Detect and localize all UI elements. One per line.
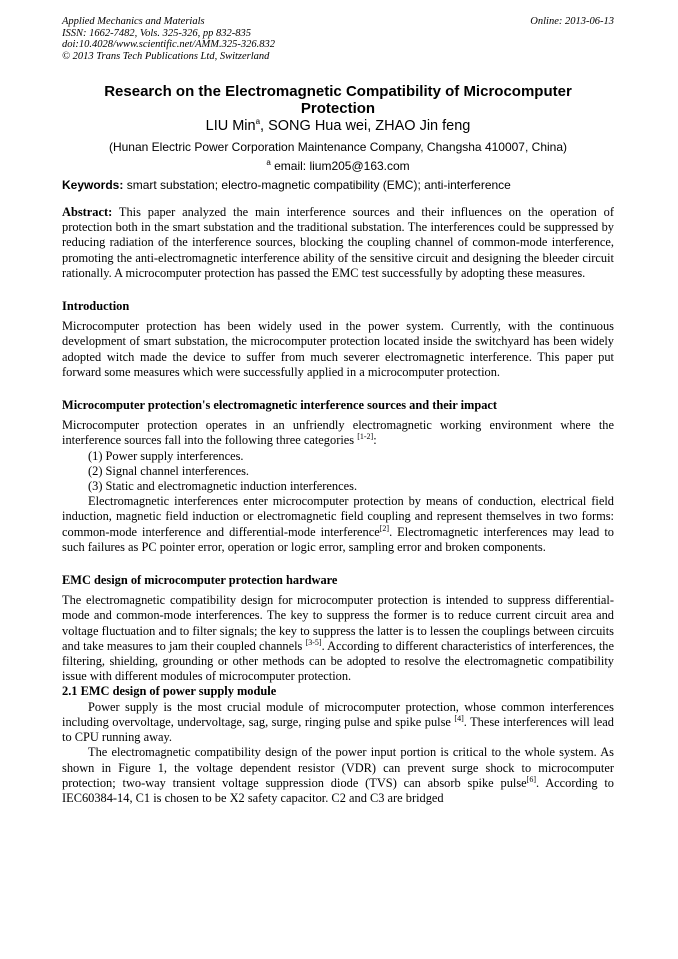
- sources-p2-end: . Electromagnetic interferences may lead to such failures as PC pointer error, operation or logic error, sampling error and broken components.: [62, 524, 614, 554]
- email-mark: a: [266, 158, 271, 167]
- emc-p1-end: . According to different characteristics of interferences, the filtering, shielding, grounding or other methods can be adopted to resolve the electromagnetic compatibility issue with different modules of microcomputer protection.: [62, 638, 615, 684]
- doi-line: doi:10.4028/www.scientific.net/AMM.325-326.832: [62, 39, 275, 50]
- journal-name: Applied Mechanics and Materials: [62, 16, 205, 27]
- emc-paragraph-3: [62, 745, 614, 806]
- author-1-mark: a: [255, 117, 261, 127]
- sources-p1-end: :: [373, 433, 377, 448]
- citation: [6]: [526, 774, 536, 784]
- list-item: (1) Power supply interferences.: [88, 448, 244, 463]
- emc-p2-end: . These interferences will lead to CPU running away.: [62, 714, 614, 745]
- list-item: (3) Static and electromagnetic induction interferences.: [88, 479, 358, 494]
- paper-title: [62, 83, 614, 117]
- emc-p1-text: The electromagnetic compatibility design for microcomputer protection is intended to suppress differential-mode and common-mode interferences. The key to suppress the former is to reduce current circuit area and voltage fluctuation and to filter signals; the key to suppress the latter is to lessen the couplings between circuits and take measures to jam their coupled channels: [62, 593, 614, 653]
- emc-paragraph-2: [62, 700, 614, 746]
- sources-p1-text: Microcomputer protection operates in an unfriendly electromagnetic working environment where the interference sources fall into the following three categories: [62, 418, 614, 448]
- subsection-heading: 2.1 EMC design of power supply module: [62, 684, 277, 699]
- sources-heading: Microcomputer protection's electromagnetic interference sources and their impact: [62, 398, 498, 413]
- affiliation: (Hunan Electric Power Corporation Maintenance Company, Changsha 410007, China): [108, 140, 568, 154]
- abstract-label: Abstract:: [62, 205, 113, 219]
- author-list: [62, 118, 614, 135]
- emc-p2-text: Power supply is the most crucial module of microcomputer protection, whose common interferences including overvoltage, undervoltage, sag, surge, ringing pulse and spike pulse: [62, 699, 614, 729]
- emc-paragraph-1: [62, 593, 614, 684]
- other-authors: , SONG Hua wei, ZHAO Jin feng: [260, 118, 471, 134]
- sources-paragraph-1: [62, 418, 614, 448]
- emc-p3-text: The electromagnetic compatibility design of the power input portion is critical to the whole system. As shown in Figure 1, the voltage dependent resistor (VDR) can prevent surge shock to microcomputer protection; two-way transient voltage suppression diode (TVS) can absorb spike pulse: [62, 745, 614, 790]
- email-address: email: lium205@163.com: [270, 159, 410, 173]
- paper-body: [62, 205, 614, 806]
- sources-paragraph-2: [62, 494, 614, 555]
- emc-p3-end: . According to IEC60384-14, C1 is chosen to be X2 safety capacitor. C2 and C3 are bridged: [62, 775, 614, 805]
- online-date: Online: 2013-06-13: [530, 16, 614, 27]
- title-line-1: Research on the Electromagnetic Compatibility of Microcomputer: [104, 83, 572, 100]
- list-item: (2) Signal channel interferences.: [88, 463, 250, 478]
- keywords-label: Keywords:: [62, 178, 124, 192]
- title-line-2: Protection: [300, 100, 376, 117]
- citation: [3-5]: [305, 637, 322, 647]
- copyright-line: © 2013 Trans Tech Publications Ltd, Switzerland: [62, 50, 270, 62]
- emc-heading: EMC design of microcomputer protection hardware: [62, 573, 338, 588]
- author-1: LIU Min: [205, 118, 256, 134]
- introduction-heading: Introduction: [62, 299, 130, 314]
- keywords: [62, 178, 622, 192]
- citation: [2]: [379, 523, 390, 533]
- introduction-text: Microcomputer protection has been widely used in the power system. Currently, with the continuous development of smart substation, the microcomputer protection located inside the switchyard has been widely adopted witch made the device to suffer from much severer electromagnetic interference. This paper put forward some measures which were successfully applied in a microcomputer protection.: [62, 319, 614, 379]
- keywords-text: smart substation; electro-magnetic compatibility (EMC); anti-interference: [123, 178, 511, 192]
- email-line: [62, 159, 614, 173]
- journal-header: [62, 16, 614, 62]
- sources-p2-text: Electromagnetic interferences enter microcomputer protection by means of conduction, electrical field induction, magnetic field induction or electromagnetic field coupling and represent themselves in two forms: common-mode interference and differential-mode interference: [62, 494, 614, 539]
- abstract-text: This paper analyzed the main interference sources and their influences on the operation of protection both in the smart substation and the traditional substation. The interferences could be suppressed by reducing radiation of the interference sources, blocking the coupling channel of common-mode interference, promoting the anti-electromagnetic interference ability of the sensitive circuit and designing the bleeder circuit rationally. A microcomputer protection has passed the EMC test successfully by adopting these measures.: [62, 205, 614, 280]
- citation: [1-2]: [357, 432, 374, 442]
- citation: [4]: [454, 713, 464, 723]
- issn-line: ISSN: 1662-7482, Vols. 325-326, pp 832-835: [62, 27, 251, 39]
- abstract: [62, 205, 614, 281]
